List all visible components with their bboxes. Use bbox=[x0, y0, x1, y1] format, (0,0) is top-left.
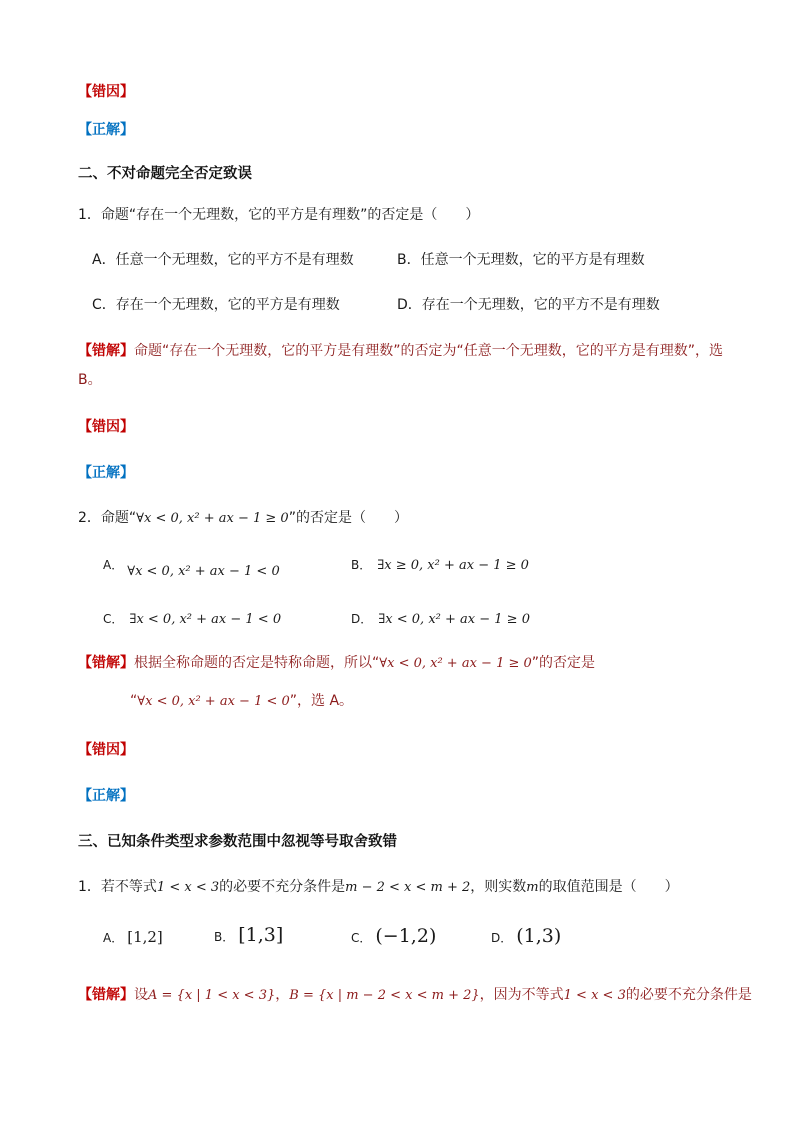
zheng-jie-tag: 【正解】 bbox=[78, 788, 134, 804]
stem-text: ，则实数 bbox=[470, 879, 527, 895]
cuo-yin-tag: 【错因】 bbox=[78, 84, 134, 100]
wrong-math: B = {x | m − 2 < x < m + 2} bbox=[289, 988, 480, 1003]
wrong-math: 1 < x < 3 bbox=[563, 988, 626, 1003]
s2-q1-wrong-text: 命题“存在一个无理数，它的平方是有理数”的否定为“任意一个无理数，它的平方是有理数”，选 bbox=[134, 343, 724, 359]
stem-math: m bbox=[526, 880, 539, 895]
option-label: C． bbox=[351, 931, 372, 945]
s3-q1-option-a bbox=[103, 927, 163, 948]
section-2-heading: 二、不对命题完全否定致误 bbox=[78, 166, 252, 182]
s2-q1-option-d: D．存在一个无理数，它的平方不是有理数 bbox=[397, 297, 660, 313]
option-math: ∃x ≥ 0, x² + ax − 1 ≥ 0 bbox=[377, 558, 529, 573]
option-label: B． bbox=[351, 558, 372, 572]
stem-text: 1．若不等式 bbox=[78, 879, 157, 895]
s2-q2-wrong-line2-close: ”，选 A。 bbox=[289, 693, 354, 709]
zheng-jie-tag: 【正解】 bbox=[78, 122, 134, 138]
quote-open: “ bbox=[130, 693, 138, 709]
cuo-jie-tag: 【错解】 bbox=[78, 343, 134, 359]
wrong-text: 设 bbox=[134, 987, 148, 1003]
stem-text: 的取值范围是（ ） bbox=[538, 879, 679, 895]
zheng-jie-tag: 【正解】 bbox=[78, 465, 134, 481]
s2-q1-option-c: C．存在一个无理数，它的平方是有理数 bbox=[92, 297, 340, 313]
option-value: (1,3) bbox=[516, 925, 562, 947]
option-value: (−1,2) bbox=[375, 925, 437, 947]
s2-q2-wrong-line2-math: ∀x < 0, x² + ax − 1 < 0 bbox=[137, 694, 290, 709]
s2-q2-stem bbox=[78, 508, 408, 529]
s2-q2-option-a bbox=[103, 555, 280, 579]
s2-q2-wrong-solution bbox=[78, 653, 595, 674]
wrong-text: ， bbox=[275, 987, 290, 1003]
cuo-jie-tag: 【错解】 bbox=[78, 655, 134, 671]
s3-q1-option-c bbox=[351, 926, 436, 948]
cuo-jie-tag: 【错解】 bbox=[78, 987, 134, 1003]
stem-math: 1 < x < 3 bbox=[156, 880, 220, 895]
s2-q1-wrong-solution bbox=[78, 341, 723, 361]
s2-q1-option-a: A．任意一个无理数，它的平方不是有理数 bbox=[92, 252, 354, 268]
option-label: D． bbox=[491, 931, 513, 945]
option-label: A． bbox=[103, 558, 124, 572]
option-math: ∃x < 0, x² + ax − 1 ≥ 0 bbox=[378, 612, 530, 627]
s2-q2-wrong-line2 bbox=[130, 691, 353, 712]
s2-q2-option-b bbox=[351, 555, 529, 576]
s2-q2-option-d bbox=[351, 609, 530, 630]
wrong-text: ，因为不等式 bbox=[479, 987, 564, 1003]
s2-q2-stem-suffix: ”的否定是（ ） bbox=[288, 510, 408, 526]
section-3-heading: 三、已知条件类型求参数范围中忽视等号取舍致错 bbox=[78, 834, 397, 850]
s3-q1-wrong-solution bbox=[78, 985, 752, 1006]
option-math: ∀x < 0, x² + ax − 1 < 0 bbox=[127, 564, 280, 579]
s2-q2-wrong-math: ∀x < 0, x² + ax − 1 ≥ 0 bbox=[379, 656, 532, 671]
cuo-yin-tag: 【错因】 bbox=[78, 742, 134, 758]
option-label: D． bbox=[351, 612, 373, 626]
option-label: C． bbox=[103, 612, 124, 626]
option-label: A． bbox=[103, 931, 124, 945]
option-value: [1,2] bbox=[127, 928, 163, 946]
option-label: B． bbox=[214, 930, 235, 944]
s2-q2-wrong-suffix: ”的否定是 bbox=[531, 655, 596, 671]
s3-q1-stem bbox=[78, 877, 679, 898]
s2-q2-stem-math: ∀x < 0, x² + ax − 1 ≥ 0 bbox=[136, 511, 289, 526]
s2-q2-wrong-prefix: 根据全称命题的否定是特称命题，所以“ bbox=[134, 655, 380, 671]
s2-q1-option-b: B．任意一个无理数，它的平方是有理数 bbox=[397, 252, 645, 268]
s2-q2-option-c bbox=[103, 609, 281, 630]
s2-q2-stem-prefix: 2．命题“ bbox=[78, 510, 137, 526]
s3-q1-option-b bbox=[214, 925, 283, 947]
wrong-math: A = {x | 1 < x < 3} bbox=[148, 988, 276, 1003]
s2-q1-wrong-text-cont: B。 bbox=[78, 372, 102, 388]
s3-q1-option-d bbox=[491, 926, 561, 948]
option-math: ∃x < 0, x² + ax − 1 < 0 bbox=[129, 612, 282, 627]
stem-text: 的必要不充分条件是 bbox=[219, 879, 346, 895]
cuo-yin-tag: 【错因】 bbox=[78, 419, 134, 435]
option-value: [1,3] bbox=[238, 924, 284, 946]
wrong-text: 的必要不充分条件是 bbox=[625, 987, 752, 1003]
s2-q1-stem: 1．命题“存在一个无理数，它的平方是有理数”的否定是（ ） bbox=[78, 207, 480, 223]
stem-math: m − 2 < x < m + 2 bbox=[345, 880, 471, 895]
